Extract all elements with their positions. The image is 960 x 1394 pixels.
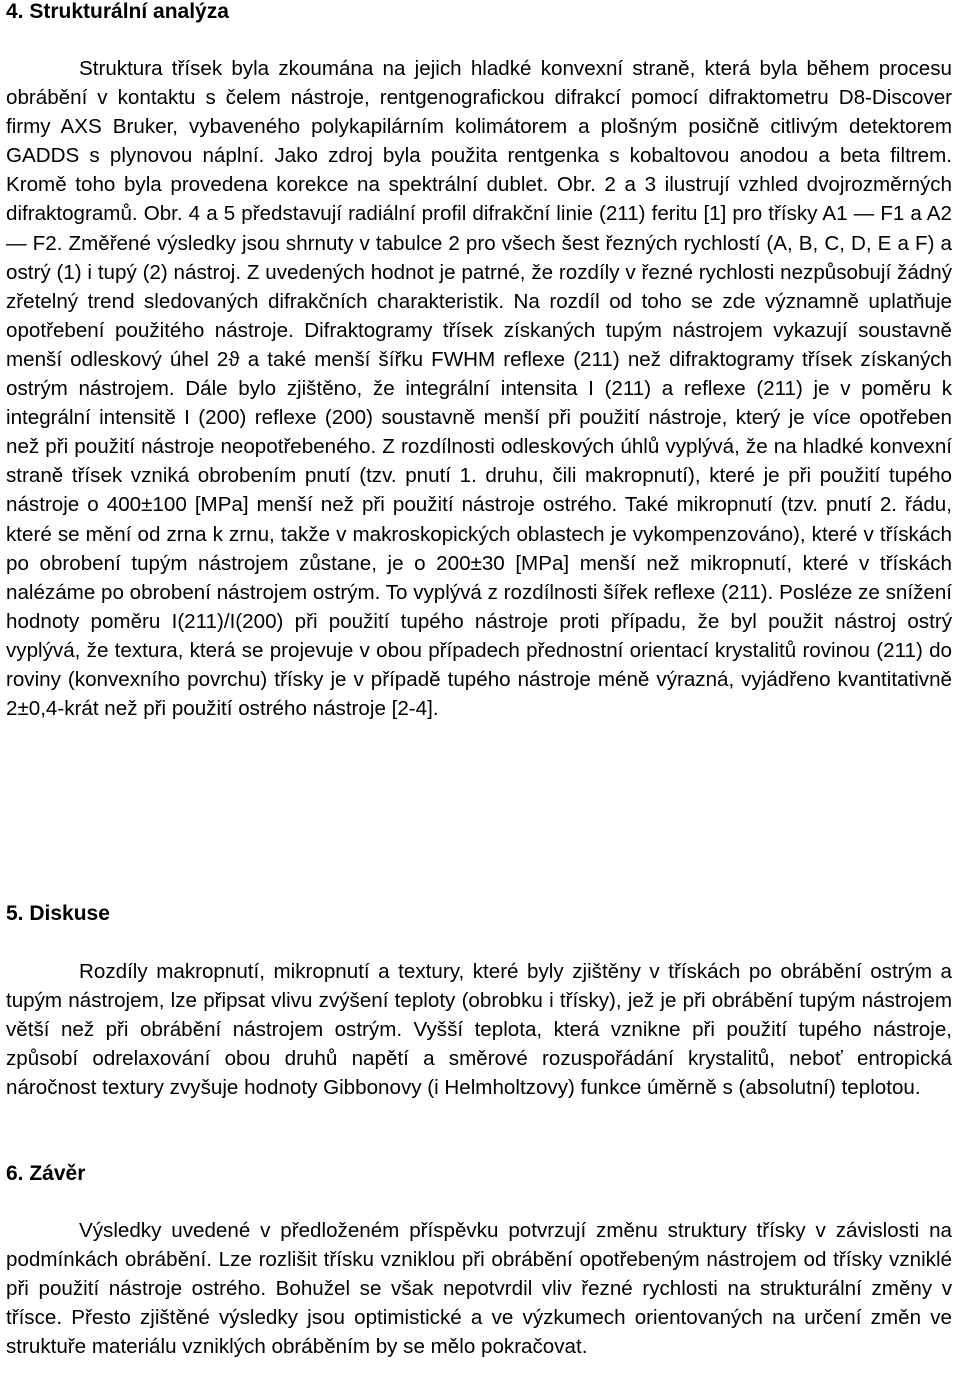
section-6-heading: 6. Závěr: [6, 1162, 86, 1185]
section-6-paragraph: Výsledky uvedené v předloženém příspěvku potvrzují změnu struktury třísky v závislosti na podmínkách obrábění. Lze rozlišit třísku vzniklou při obrábění opotřebeným nástrojem od třísky vzniklé při použití nástroje ostrého. Bohužel se však nepotvrdil vliv řezné rychlosti na strukturální změny v třísce. Přesto zjištěné výsledky jsou optimistické a ve výzkumech orientovaných na určení změn ve struktuře materiálu vzniklých obráběním by se mělo pokračovat.: [6, 1219, 952, 1359]
section-5-heading: 5. Diskuse: [6, 902, 110, 925]
section-4-paragraph: Struktura třísek byla zkoumána na jejich hladké konvexní straně, která byla během procesu obrábění v kontaktu s čelem nástroje, rentgenografickou difrakcí pomocí difraktometru D8-Discover firmy AXS Bruker, vybaveného polykapilárním kolimátorem a plošným posičně citlivým detektorem GADDS s plynovou náplní. Jako zdroj byla použita rentgenka s kobaltovou anodou a beta filtrem. Kromě toho byla provedena korekce na spektrální dublet. Obr. 2 a 3 ilustrují vzhled dvojrozměrných difraktogramů. Obr. 4 a 5 představují radiální profil difrakční linie (211) feritu [1] pro třísky A1 — F1 a A2 — F2. Změřené výsledky jsou shrnuty v tabulce 2 pro všech šest řezných rychlostí (A, B, C, D, E a F) a ostrý (1) i tupý (2) nástroj. Z uvedených hodnot je patrné, že rozdíly v řezné rychlosti nezpůsobují žádný zřetelný trend sledovaných difrakčních charakteristik. Na rozdíl od toho se zde významně uplatňuje opotřebení použitého nástroje. Difraktogramy třísek získaných tupým nástrojem vykazují soustavně menší odleskový úhel 2ϑ a také menší šířku FWHM reflexe (211) než difraktogramy třísek získaných ostrým nástrojem. Dále bylo zjištěno, že integrální intensita I (211) a reflexe (211) je v poměru k integrální intensitě I (200) reflexe (200) soustavně menší při použití nástroje, který je více opotřeben než při použití nástroje neopotřebeného. Z rozdílnosti odleskových úhlů vyplývá, že na hladké konvexní straně třísek vzniká obrobením pnutí (tzv. pnutí 1. druhu, čili makropnutí), které je při použití tupého nástroje o 400±100 [MPa] menší než při použití nástroje ostrého. Také mikropnutí (tzv. pnutí 2. řádu, které se mění od zrna k zrnu, takže v makroskopických oblastech je vykompenzováno), které v třískách po obrobení tupým nástrojem zůstane, je o 200±30 [MPa] menší než mikropnutí, které v třískách nalézáme po obrobení nástrojem ostrým. To vyplývá z rozdílnosti šířek reflexe (211). Posléze ze snížení hodnoty poměru I(211)/I(200) při použití tupého nástroje proti případu, že byl použit nástroj ostrý vyplývá, že textura, která se projevuje v obou případech přednostní orientací krystalitů rovinou (211) do roviny (konvexního povrchu) třísky je v případě tupého nástroje méně výrazná, vyjádřeno kvantitativně 2±0,4-krát než při použití ostrého nástroje [2-4].: [6, 57, 952, 721]
section-4-heading: 4. Strukturální analýza: [6, 0, 229, 23]
section-5-paragraph: Rozdíly makropnutí, mikropnutí a textury, které byly zjištěny v třískách po obrábění ostrým a tupým nástrojem, lze připsat vlivu zvýšení teploty (obrobku i třísky), jež je při obrábění tupým nástrojem větší než při obrábění nástrojem ostrým. Vyšší teplota, která vznikne při použití tupého nástroje, způsobí odrelaxování obou druhů napětí a směrové rozuspořádání krystalitů, neboť entropická náročnost textury zvyšuje hodnoty Gibbonovy (i Helmholtzovy) funkce úměrně s (absolutní) teplotou.: [6, 960, 952, 1100]
